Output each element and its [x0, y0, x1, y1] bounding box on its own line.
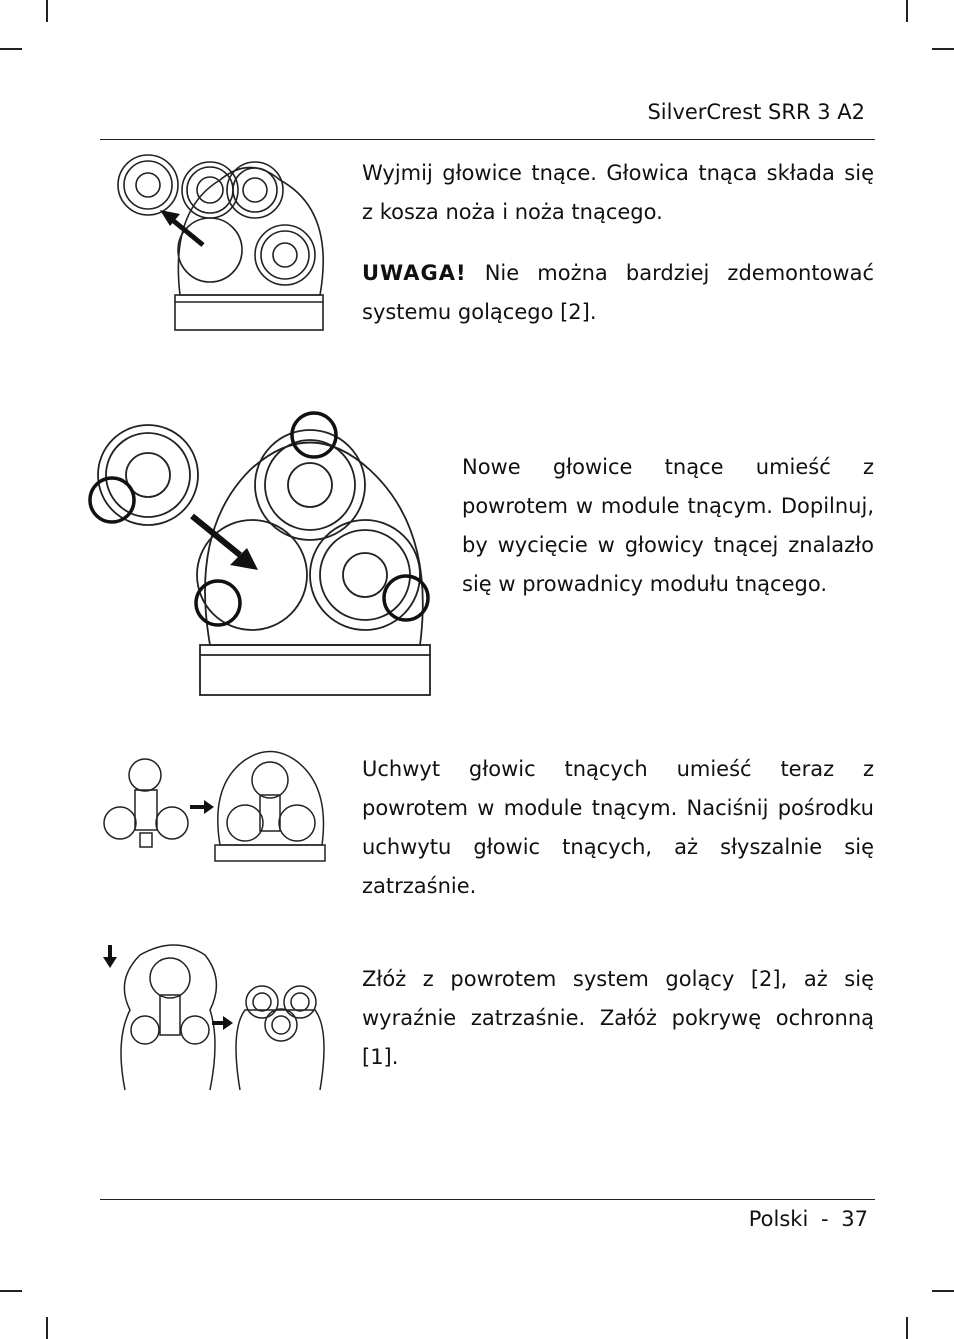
illustration-insert-new-heads: [90, 410, 435, 700]
instruction-insert-heads: [462, 448, 874, 604]
paragraph-text: Uchwyt głowic tnących umieść teraz z powrotem w module tnącym. Naciśnij pośrodku uchwytu głowic tnących, aż słyszalnie się zatrzaśnie.: [362, 757, 874, 898]
illustration-reassemble-shaver: [100, 940, 330, 1095]
crop-mark: [932, 48, 954, 50]
illustration-place-head-holder: [100, 745, 330, 865]
document-title: SilverCrest SRR 3 A2: [647, 100, 865, 124]
instruction-remove-heads: [362, 154, 874, 332]
footer-rule: [100, 1199, 875, 1200]
instruction-reassemble: [362, 960, 874, 1077]
warning-text: Nie można bardziej zdemontować systemu golącego [2].: [362, 261, 874, 324]
paragraph-text: Nowe głowice tnące umieść z powrotem w module tnącym. Dopilnuj, by wycięcie w głowicy tnącej znalazło się w prowadnicy modułu tnącego.: [462, 455, 874, 596]
page-footer: [600, 1207, 868, 1231]
warning-paragraph: [362, 254, 874, 332]
footer-separator: -: [821, 1207, 829, 1231]
crop-mark: [906, 0, 908, 22]
crop-mark: [906, 1317, 908, 1339]
crop-mark: [46, 1317, 48, 1339]
crop-mark: [46, 0, 48, 22]
instruction-place-holder: [362, 750, 874, 906]
page-number: 37: [841, 1207, 868, 1231]
paragraph-text: Wyjmij głowice tnące. Głowica tnąca składa się z kosza noża i noża tnącego.: [362, 161, 874, 224]
header-rule: [100, 139, 875, 140]
crop-mark: [932, 1290, 954, 1292]
footer-language: Polski: [748, 1207, 809, 1231]
illustration-remove-cutting-heads: [100, 150, 330, 335]
crop-mark: [0, 48, 22, 50]
warning-label: UWAGA!: [362, 261, 467, 285]
paragraph-text: Złóż z powrotem system golący [2], aż się wyraźnie zatrzaśnie. Załóż pokrywę ochronną [1].: [362, 967, 874, 1069]
crop-mark: [0, 1290, 22, 1292]
